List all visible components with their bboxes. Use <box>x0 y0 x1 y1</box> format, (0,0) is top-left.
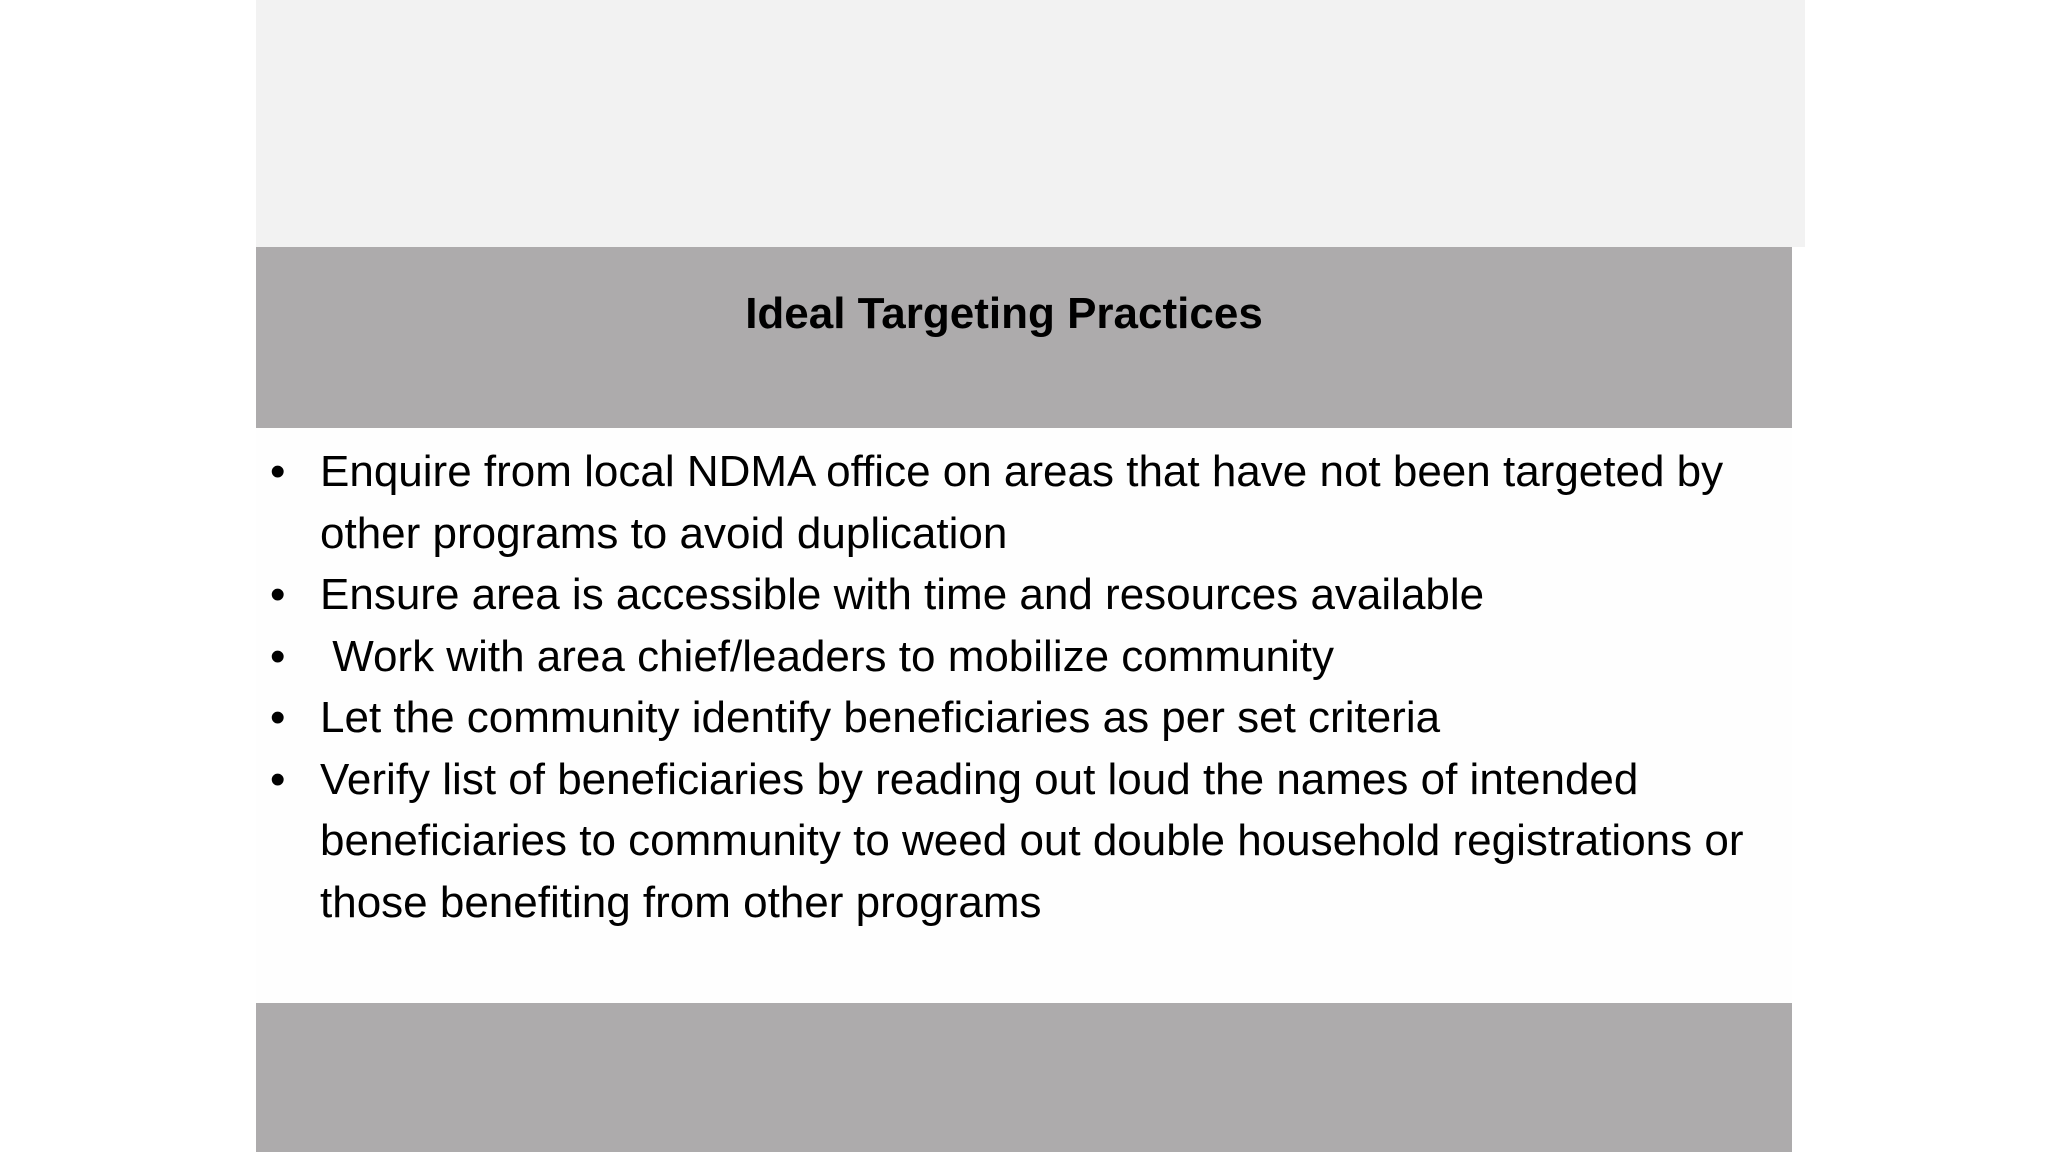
slide-title: Ideal Targeting Practices <box>745 289 1263 338</box>
bullet-text: Enquire from local NDMA office on areas that have not been targeted by other programs to avoid duplication <box>320 447 1724 558</box>
title-band <box>256 247 1792 428</box>
bullet-icon: • <box>270 754 286 804</box>
bullet-list <box>256 441 1776 933</box>
bullet-item <box>256 564 1776 626</box>
bullet-icon: • <box>270 447 286 496</box>
bullet-text: Let the community identify beneficiaries as per set criteria <box>320 693 1441 742</box>
bullet-text: Ensure area is accessible with time and resources available <box>320 570 1485 619</box>
bullet-text: Verify list of beneficiaries by reading out loud the names of intended beneficiaries to community to weed out double household registrations or those benefiting from other programs <box>320 754 1744 927</box>
bullet-icon: • <box>270 570 286 619</box>
bullet-item <box>256 626 1776 688</box>
top-band <box>256 0 1805 247</box>
bullet-item <box>256 749 1776 934</box>
content-area <box>256 428 1792 1003</box>
bullet-item <box>256 441 1776 564</box>
bullet-icon: • <box>270 631 286 681</box>
bullet-item <box>256 687 1776 749</box>
bullet-icon: • <box>270 693 286 742</box>
bottom-band <box>256 1003 1792 1152</box>
bullet-text: Work with area chief/leaders to mobilize community <box>320 631 1335 681</box>
